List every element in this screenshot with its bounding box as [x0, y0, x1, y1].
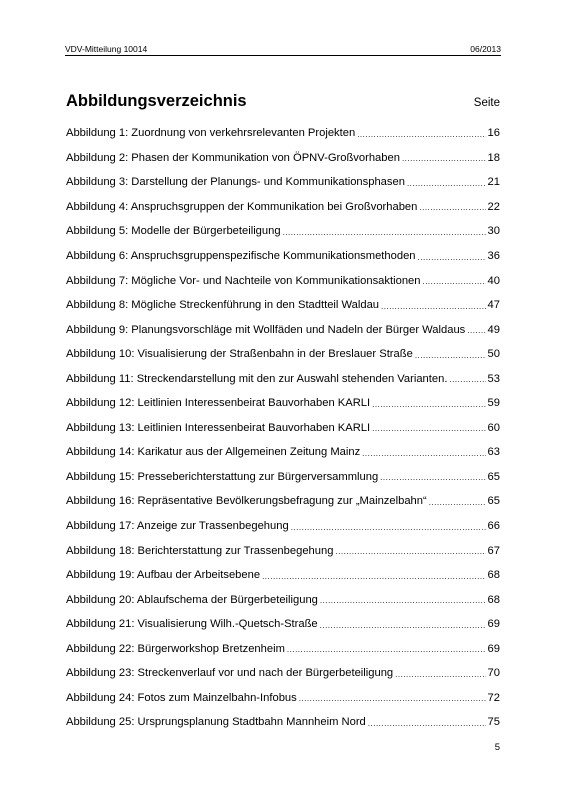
toc-entry-page: 65 [487, 470, 500, 483]
toc-entry[interactable] [66, 710, 500, 735]
dot-leader [291, 523, 486, 532]
toc-entry-title: Abbildung 13: Leitlinien Interessenbeirat Bauvorhaben KARLI [66, 421, 371, 434]
toc-entry[interactable] [66, 244, 500, 269]
toc-entry-page: 30 [487, 225, 500, 238]
toc-heading [66, 92, 500, 111]
toc-entry-title: Abbildung 23: Streckenverlauf vor und nach der Bürgerbeteiligung [66, 667, 394, 680]
toc-entry-page: 22 [487, 200, 500, 213]
toc-entry-page: 66 [487, 520, 500, 533]
toc-entry[interactable] [66, 465, 500, 490]
dot-leader [320, 621, 486, 630]
toc-entry-title: Abbildung 21: Visualisierung Wilh.-Quetsch-Straße [66, 618, 318, 631]
toc-entry-page: 68 [487, 569, 500, 582]
toc-entry-title: Abbildung 22: Bürgerworkshop Bretzenheim [66, 642, 285, 655]
toc-entry[interactable] [66, 686, 500, 711]
dot-leader [299, 694, 486, 703]
toc-entry[interactable] [66, 268, 500, 293]
dot-leader [368, 719, 486, 728]
toc-entry-page: 49 [487, 323, 500, 336]
header-date: 06/2013 [470, 44, 501, 54]
dot-leader [287, 645, 486, 654]
toc-entry[interactable] [66, 612, 500, 637]
dot-leader [372, 400, 485, 409]
toc-entry-title: Abbildung 10: Visualisierung der Straßenbahn in der Breslauer Straße [66, 348, 413, 361]
toc-entry-page: 67 [487, 544, 500, 557]
dot-leader [429, 498, 486, 507]
toc-entry[interactable] [66, 170, 500, 195]
page-column-label: Seite [473, 97, 500, 109]
toc-entry[interactable] [66, 661, 500, 686]
dot-leader [418, 253, 486, 262]
toc-entry-title: Abbildung 7: Mögliche Vor- und Nachteile von Kommunikationsaktionen [66, 274, 421, 287]
toc-entry-page: 18 [487, 151, 500, 164]
toc-entry-page: 70 [487, 667, 500, 680]
toc-entry[interactable] [66, 514, 500, 539]
toc-entry[interactable] [66, 538, 500, 563]
toc-entry-title: Abbildung 12: Leitlinien Interessenbeirat Bauvorhaben KARLI [66, 397, 371, 410]
toc-entry-page: 59 [487, 397, 500, 410]
page-number: 5 [494, 742, 500, 753]
toc-entry-title: Abbildung 24: Fotos zum Mainzelbahn-Infobus [66, 691, 297, 704]
toc-entry[interactable] [66, 563, 500, 588]
dot-leader [362, 449, 485, 458]
toc-entry-title: Abbildung 18: Berichterstattung zur Trassenbegehung [66, 544, 334, 557]
toc-entry-title: Abbildung 5: Modelle der Bürgerbeteiligung [66, 225, 281, 238]
dot-leader [320, 596, 486, 605]
toc-entry-title: Abbildung 4: Anspruchsgruppen der Kommunikation bei Großvorhaben [66, 200, 418, 213]
toc-entry[interactable] [66, 195, 500, 220]
figure-list [66, 121, 500, 735]
dot-leader [335, 547, 485, 556]
dot-leader [407, 179, 486, 188]
toc-entry[interactable] [66, 121, 500, 146]
toc-entry-page: 60 [487, 421, 500, 434]
dot-leader [467, 326, 485, 335]
toc-entry-title: Abbildung 20: Ablaufschema der Bürgerbeteiligung [66, 593, 318, 606]
dot-leader [381, 302, 486, 311]
dot-leader [415, 351, 486, 360]
dot-leader [372, 424, 485, 433]
toc-entry-title: Abbildung 3: Darstellung der Planungs- und Kommunikationsphasen [66, 176, 405, 189]
toc-entry[interactable] [66, 391, 500, 416]
header-document-id: VDV-Mitteilung 10014 [65, 44, 148, 54]
dot-leader [380, 473, 485, 482]
toc-entry-page: 16 [487, 127, 500, 140]
toc-entry[interactable] [66, 440, 500, 465]
toc-entry[interactable] [66, 342, 500, 367]
toc-entry-page: 53 [487, 372, 500, 385]
toc-entry[interactable] [66, 219, 500, 244]
toc-entry-page: 40 [487, 274, 500, 287]
toc-entry[interactable] [66, 636, 500, 661]
toc-entry-page: 50 [487, 348, 500, 361]
dot-leader [422, 277, 485, 286]
toc-entry-title: Abbildung 11: Streckendarstellung mit den zur Auswahl stehenden Varianten. [66, 372, 448, 385]
dot-leader [395, 670, 485, 679]
dot-leader [449, 375, 485, 384]
toc-entry[interactable] [66, 416, 500, 441]
toc-entry-title: Abbildung 19: Aufbau der Arbeitsebene [66, 569, 261, 582]
toc-entry-page: 69 [487, 618, 500, 631]
toc-entry-page: 63 [487, 446, 500, 459]
toc-entry-page: 75 [487, 716, 500, 729]
toc-entry-page: 21 [487, 176, 500, 189]
toc-entry-page: 47 [487, 299, 500, 312]
toc-entry[interactable] [66, 293, 500, 318]
toc-entry-page: 69 [487, 642, 500, 655]
toc-entry-title: Abbildung 9: Planungsvorschläge mit Wollfäden und Nadeln der Bürger Waldaus [66, 323, 466, 336]
toc-entry[interactable] [66, 146, 500, 171]
toc-entry-title: Abbildung 15: Presseberichterstattung zur Bürgerversammlung [66, 470, 379, 483]
toc-entry[interactable] [66, 317, 500, 342]
dot-leader [357, 130, 485, 139]
toc-entry-title: Abbildung 14: Karikatur aus der Allgemeinen Zeitung Mainz [66, 446, 361, 459]
toc-entry-title: Abbildung 6: Anspruchsgruppenspezifische Kommunikationsmethoden [66, 250, 416, 262]
page-title: Abbildungsverzeichnis [66, 92, 247, 110]
toc-entry-title: Abbildung 8: Mögliche Streckenführung in den Stadtteil Waldau [66, 299, 380, 312]
toc-entry-page: 65 [487, 495, 500, 508]
toc-entry-title: Abbildung 1: Zuordnung von verkehrsrelevanten Projekten [66, 127, 356, 140]
toc-entry-title: Abbildung 25: Ursprungsplanung Stadtbahn Mannheim Nord [66, 716, 366, 729]
toc-entry-title: Abbildung 17: Anzeige zur Trassenbegehung [66, 520, 289, 533]
toc-entry-page: 72 [487, 691, 500, 704]
toc-entry-page: 68 [487, 593, 500, 606]
toc-entry[interactable] [66, 366, 500, 391]
dot-leader [419, 203, 485, 212]
dot-leader [262, 572, 485, 581]
toc-entry[interactable] [66, 587, 500, 612]
toc-entry-page: 36 [487, 250, 500, 262]
toc-entry-title: Abbildung 2: Phasen der Kommunikation von ÖPNV-Großvorhaben [66, 151, 400, 164]
page-header [65, 40, 501, 56]
toc-entry-title: Abbildung 16: Repräsentative Bevölkerungsbefragung zur „Mainzelbahn“ [66, 495, 427, 508]
toc-entry[interactable] [66, 489, 500, 514]
dot-leader [402, 154, 486, 163]
dot-leader [283, 228, 486, 237]
